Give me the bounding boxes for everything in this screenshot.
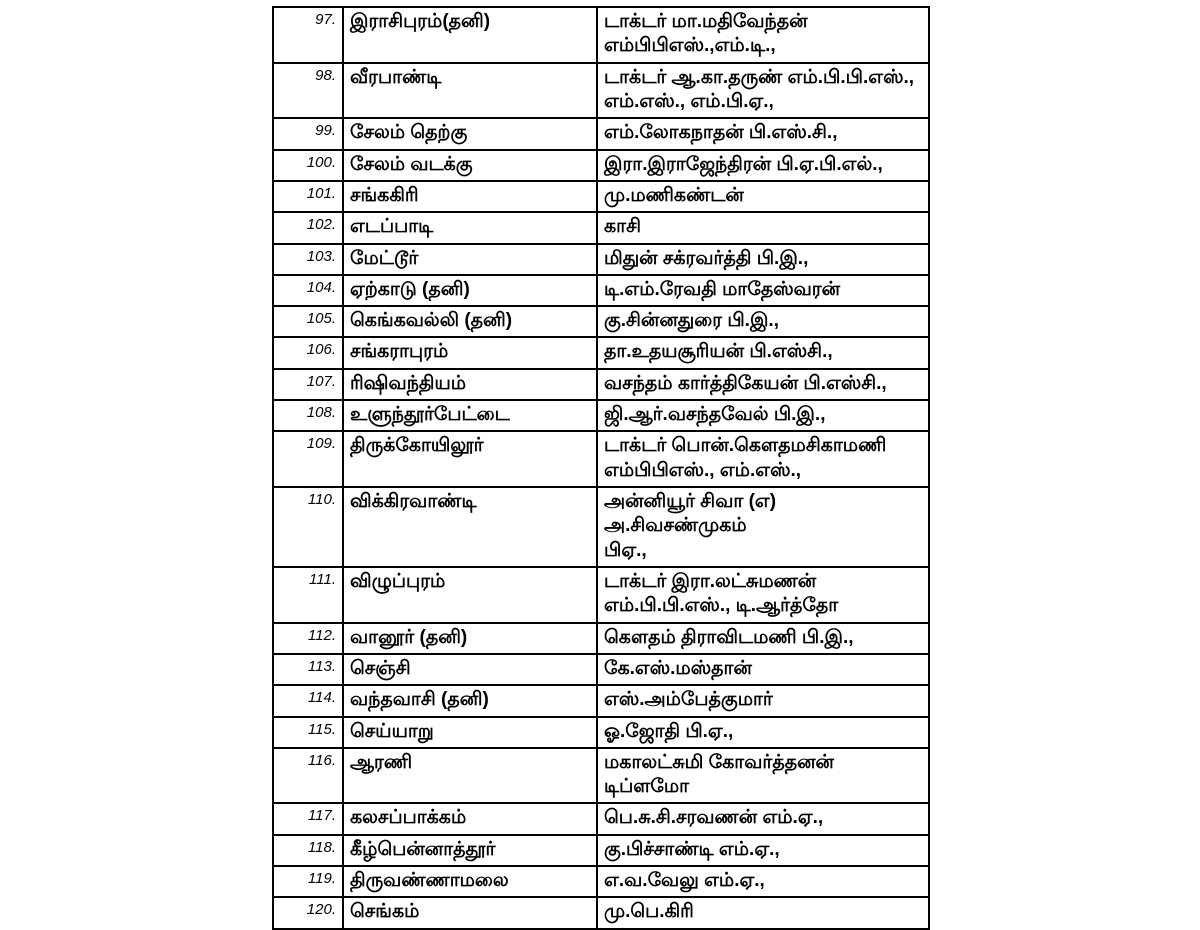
row-candidate-name [597, 717, 929, 748]
row-serial-number: 116. [273, 748, 343, 804]
candidate-line-2: எம்பிபிஎஸ்., எம்.எஸ்., [604, 459, 802, 481]
row-candidate-name [597, 118, 929, 149]
row-candidate-name [597, 685, 929, 716]
row-constituency-name: திருவண்ணாமலை [343, 866, 597, 897]
candidate-line-1: பெ.சு.சி.சரவணன் எம்.ஏ., [604, 807, 824, 829]
candidate-line-1: ஓ.ஜோதி பி.ஏ., [604, 720, 734, 742]
table-row [273, 212, 929, 243]
table-row [273, 717, 929, 748]
candidate-line-1: மிதுன் சக்ரவர்த்தி பி.இ., [604, 247, 809, 269]
row-constituency-name: சேலம் தெற்கு [343, 118, 597, 149]
row-constituency-name: உளுந்தூர்பேட்டை [343, 400, 597, 431]
candidate-line-1: காசி [604, 216, 641, 238]
table-row [273, 685, 929, 716]
row-constituency-name: விழுப்புரம் [343, 567, 597, 623]
candidate-line-1: இரா.இராஜேந்திரன் பி.ஏ.பி.எல்., [604, 153, 883, 175]
row-candidate-name [597, 63, 929, 119]
table-body [273, 7, 929, 929]
candidate-line-1: கௌதம் திராவிடமணி பி.இ., [604, 626, 854, 648]
candidate-line-1: எம்.லோகநாதன் பி.எஸ்.சி., [604, 122, 838, 144]
candidate-line-2: எம்.எஸ்., எம்.பி.ஏ., [604, 90, 774, 112]
row-constituency-name: சங்ககிரி [343, 181, 597, 212]
row-serial-number: 106. [273, 337, 343, 368]
row-serial-number: 110. [273, 487, 343, 567]
row-serial-number: 118. [273, 835, 343, 866]
row-serial-number: 113. [273, 654, 343, 685]
table-row [273, 7, 929, 63]
row-candidate-name [597, 306, 929, 337]
row-candidate-name [597, 244, 929, 275]
candidate-line-1: டி.எம்.ரேவதி மாதேஸ்வரன் [604, 278, 841, 300]
row-candidate-name [597, 369, 929, 400]
row-candidate-name [597, 7, 929, 63]
row-serial-number: 114. [273, 685, 343, 716]
table-row [273, 118, 929, 149]
table-row [273, 306, 929, 337]
constituency-table [272, 6, 930, 930]
table-row [273, 275, 929, 306]
candidate-line-1: கே.எஸ்.மஸ்தான் [604, 657, 752, 679]
table-row [273, 63, 929, 119]
row-constituency-name: சேலம் வடக்கு [343, 150, 597, 181]
table-row [273, 487, 929, 567]
row-constituency-name: விக்கிரவாண்டி [343, 487, 597, 567]
table-row [273, 748, 929, 804]
table-row [273, 866, 929, 897]
table-row [273, 181, 929, 212]
candidate-line-1: எஸ்.அம்பேத்குமார் [604, 689, 773, 711]
row-serial-number: 107. [273, 369, 343, 400]
row-candidate-name [597, 400, 929, 431]
row-serial-number: 100. [273, 150, 343, 181]
candidate-line-1: டாக்டர் பொன்.கௌதமசிகாமணி [604, 435, 887, 457]
candidate-line-1: அன்னியூர் சிவா (எ) அ.சிவசண்முகம் [604, 491, 777, 537]
row-candidate-name [597, 835, 929, 866]
row-serial-number: 111. [273, 567, 343, 623]
row-candidate-name [597, 150, 929, 181]
row-serial-number: 120. [273, 897, 343, 928]
row-constituency-name: செய்யாறு [343, 717, 597, 748]
row-serial-number: 98. [273, 63, 343, 119]
row-serial-number: 117. [273, 803, 343, 834]
row-constituency-name: வீரபாண்டி [343, 63, 597, 119]
row-constituency-name: எடப்பாடி [343, 212, 597, 243]
row-constituency-name: மேட்டூர் [343, 244, 597, 275]
row-serial-number: 101. [273, 181, 343, 212]
row-candidate-name [597, 567, 929, 623]
row-constituency-name: ரிஷிவந்தியம் [343, 369, 597, 400]
table-row [273, 337, 929, 368]
table-row [273, 369, 929, 400]
candidate-line-1: கு.சின்னதுரை பி.இ., [604, 310, 779, 332]
candidate-line-2: பிஏ., [604, 539, 647, 561]
row-serial-number: 112. [273, 623, 343, 654]
candidate-line-1: ஜி.ஆர்.வசந்தவேல் பி.இ., [604, 404, 826, 426]
row-serial-number: 104. [273, 275, 343, 306]
row-candidate-name [597, 654, 929, 685]
candidate-line-1: மகாலட்சுமி கோவர்த்தனன் டிப்ளமோ [604, 751, 834, 798]
row-candidate-name [597, 212, 929, 243]
row-serial-number: 109. [273, 431, 343, 487]
row-candidate-name [597, 275, 929, 306]
row-candidate-name [597, 337, 929, 368]
constituency-table-wrapper [272, 6, 930, 930]
row-constituency-name: செஞ்சி [343, 654, 597, 685]
row-serial-number: 102. [273, 212, 343, 243]
row-constituency-name: ஆரணி [343, 748, 597, 804]
row-constituency-name: இராசிபுரம்(தனி) [343, 7, 597, 63]
table-row [273, 431, 929, 487]
candidate-line-1: டாக்டர் இரா.லட்சுமணன் [604, 570, 817, 592]
candidate-line-2: எம்பிபிஎஸ்.,எம்.டி., [604, 35, 776, 57]
row-candidate-name [597, 181, 929, 212]
candidate-line-1: டாக்டர் மா.மதிவேந்தன் [604, 11, 808, 32]
row-serial-number: 119. [273, 866, 343, 897]
table-row [273, 244, 929, 275]
row-candidate-name [597, 431, 929, 487]
row-constituency-name: கலசப்பாக்கம் [343, 803, 597, 834]
row-constituency-name: ஏற்காடு (தனி) [343, 275, 597, 306]
table-row [273, 150, 929, 181]
row-constituency-name: வந்தவாசி (தனி) [343, 685, 597, 716]
row-serial-number: 105. [273, 306, 343, 337]
row-constituency-name: வானூர் (தனி) [343, 623, 597, 654]
table-row [273, 803, 929, 834]
row-candidate-name [597, 623, 929, 654]
row-serial-number: 108. [273, 400, 343, 431]
row-serial-number: 97. [273, 7, 343, 63]
row-constituency-name: திருக்கோயிலூர் [343, 431, 597, 487]
table-row [273, 835, 929, 866]
table-row [273, 623, 929, 654]
candidate-line-1: கு.பிச்சாண்டி எம்.ஏ., [604, 838, 780, 860]
row-serial-number: 103. [273, 244, 343, 275]
row-candidate-name [597, 866, 929, 897]
table-row [273, 567, 929, 623]
table-row [273, 654, 929, 685]
row-serial-number: 99. [273, 118, 343, 149]
candidate-line-1: தா.உதயசூரியன் பி.எஸ்சி., [604, 341, 833, 363]
row-candidate-name [597, 487, 929, 567]
row-serial-number: 115. [273, 717, 343, 748]
row-constituency-name: செங்கம் [343, 897, 597, 928]
row-candidate-name [597, 748, 929, 804]
table-row [273, 400, 929, 431]
candidate-line-1: எ.வ.வேலு எம்.ஏ., [604, 870, 765, 892]
row-candidate-name [597, 803, 929, 834]
row-constituency-name: கெங்கவல்லி (தனி) [343, 306, 597, 337]
candidate-line-1: மு.மணிகண்டன் [604, 184, 744, 206]
candidate-line-1: வசந்தம் கார்த்திகேயன் பி.எஸ்சி., [604, 372, 887, 394]
candidate-line-2: எம்.பி.பி.எஸ்., டி.ஆர்த்தோ [604, 595, 839, 617]
row-candidate-name [597, 897, 929, 928]
candidate-line-1: மு.பெ.கிரி [604, 901, 694, 923]
row-constituency-name: சங்கராபுரம் [343, 337, 597, 368]
table-row [273, 897, 929, 928]
candidate-line-1: டாக்டர் ஆ.கா.தருண் எம்.பி.பி.எஸ்., [604, 66, 915, 88]
row-constituency-name: கீழ்பென்னாத்தூர் [343, 835, 597, 866]
